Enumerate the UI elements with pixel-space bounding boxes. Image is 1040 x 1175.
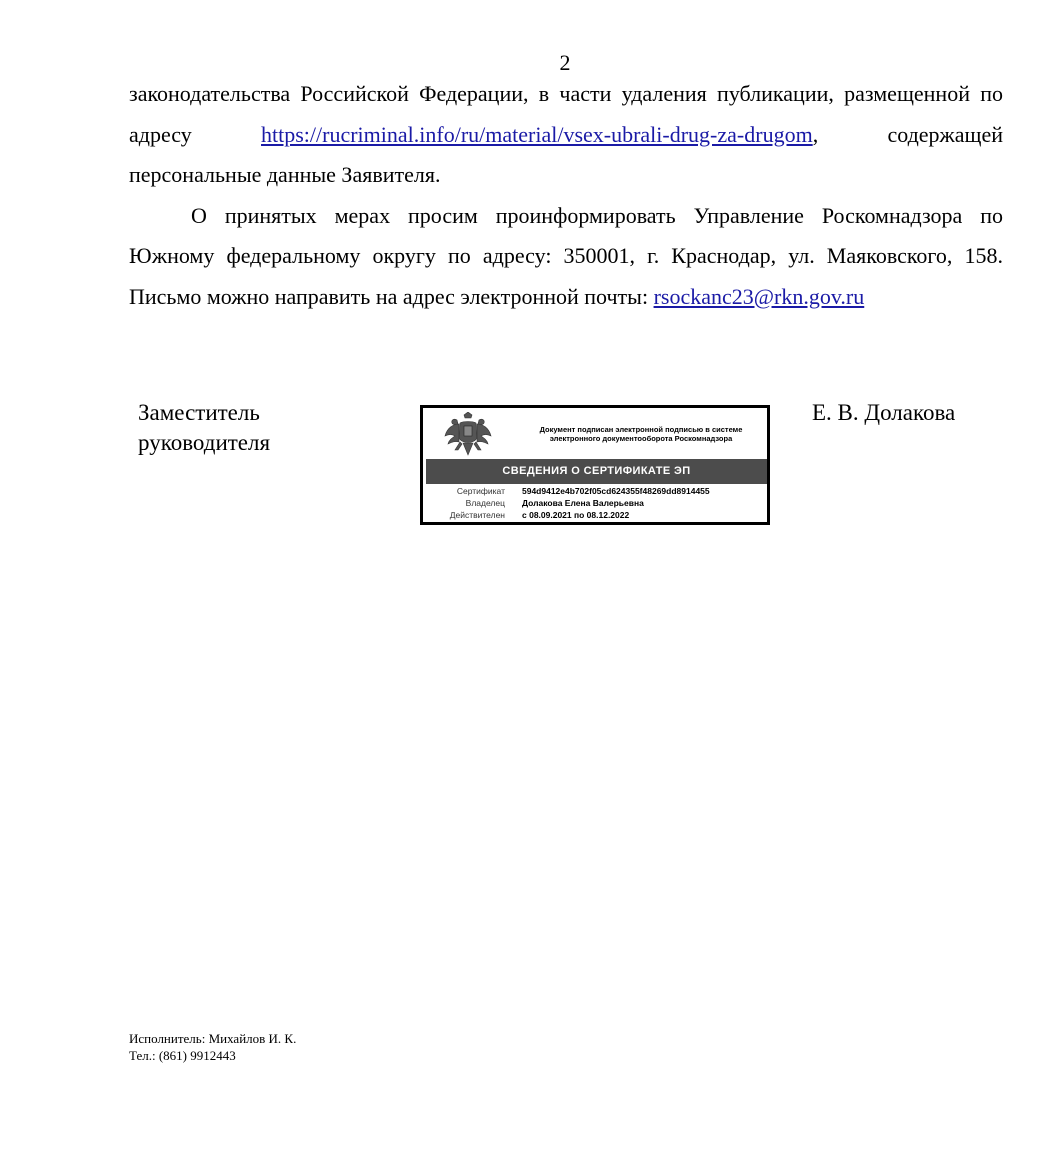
page-number: 2 — [559, 50, 571, 75]
signer-name: Е. В. Долакова — [812, 400, 956, 425]
paragraph-1-text-start: законодательства Российской Федерации, в части удаления публикации, размещенной по адресу — [129, 81, 1003, 147]
owner-label: Владелец — [465, 498, 505, 508]
letter-body — [129, 74, 1003, 317]
stamp-certificate-band: СВЕДЕНИЯ О СЕРТИФИКАТЕ ЭП — [426, 459, 767, 484]
email-link[interactable]: rsockanc23@rkn.gov.ru — [653, 283, 865, 309]
publication-link[interactable]: https://rucriminal.info/ru/material/vsex-ubrali-drug-za-drugom — [261, 121, 813, 147]
owner-row — [423, 497, 767, 509]
paragraph-1-text-end: , содержащей персональные данные Заявителя. — [129, 121, 1003, 187]
paragraph-1 — [129, 74, 1003, 196]
certificate-label: Сертификат — [456, 486, 505, 496]
owner-value: Долакова Елена Валерьевна — [522, 498, 644, 508]
validity-label: Действителен — [449, 510, 505, 520]
stamp-note-line-2: электронного документооборота Роскомнадзора — [549, 434, 733, 443]
validity-value: с 08.09.2021 по 08.12.2022 — [522, 510, 630, 520]
signer-position-line-1: Заместитель — [138, 400, 260, 425]
executor-phone: Тел.: (861) 9912443 — [129, 1048, 236, 1063]
stamp-note-line-1: Документ подписан электронной подписью в системе — [539, 425, 743, 434]
paragraph-2-text: О принятых мерах просим проинформировать Управление Роскомнадзора по Южному федеральному округу по адресу: 350001, г. Краснодар, ул. Маяковского, 158. Письмо можно направить на адрес электронной почты: — [129, 202, 1003, 309]
certificate-value: 594d9412e4b702f05cd624355f48269dd8914455 — [522, 486, 710, 496]
executor-info — [129, 1030, 296, 1064]
certificate-row — [423, 485, 767, 497]
stamp-certificate-details — [423, 485, 767, 521]
executor-name: Исполнитель: Михайлов И. К. — [129, 1031, 297, 1046]
paragraph-2 — [129, 196, 1003, 318]
signer-position-line-2: руководителя — [138, 430, 271, 455]
stamp-header — [423, 408, 767, 459]
validity-row — [423, 509, 767, 521]
double-headed-eagle-icon — [443, 412, 493, 458]
signer-position — [138, 398, 338, 458]
stamp-note — [519, 425, 763, 443]
electronic-signature-stamp — [420, 405, 770, 525]
